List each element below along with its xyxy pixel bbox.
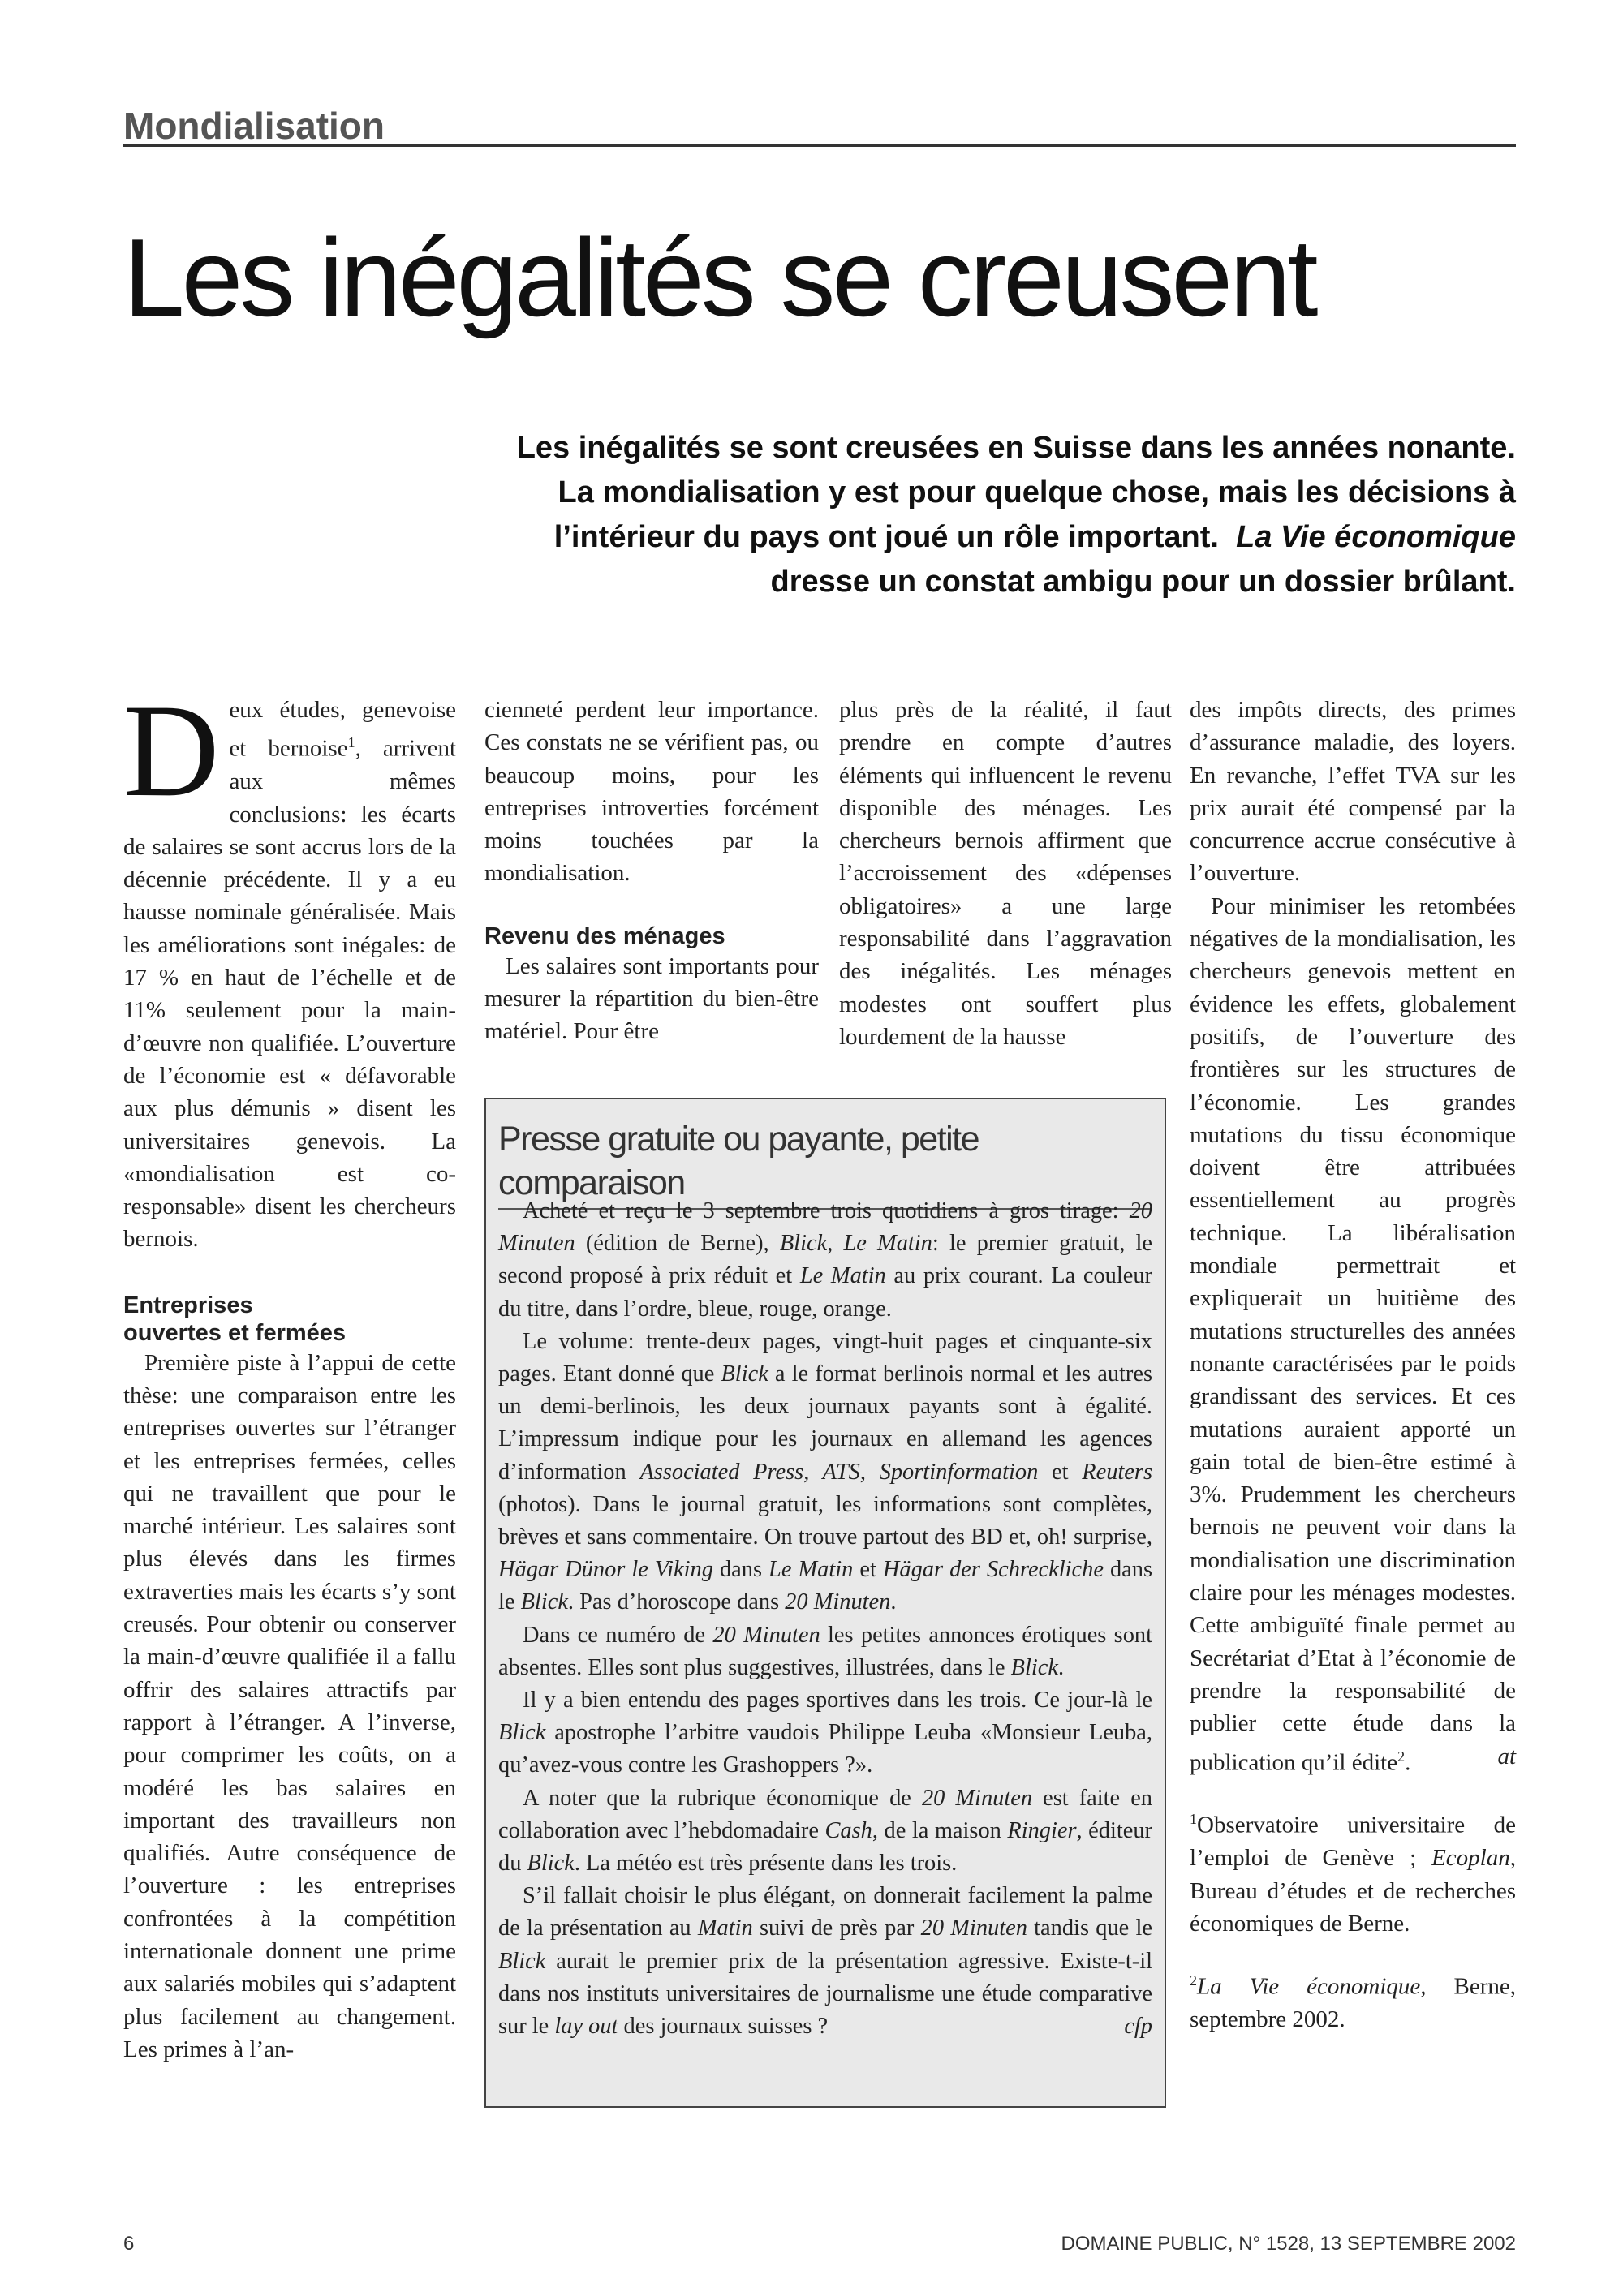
column-3 xyxy=(839,694,1172,1053)
subheading: Entreprises ouvertes et fermées xyxy=(123,1292,347,1346)
paragraph: Première piste à l’appui de cette thèse: une comparaison entre les entreprises ouvertes sur l’étranger et les entreprises fermées, celles qui ne travaillent que pour le marché intérieur. Les salaires sont plus élevés dans les firmes extraverties mais les écarts s’y sont creusés. Pour obtenir ou conserver la main-d’œuvre qualifiée il a fallu offrir des salaires attractifs par rapport à l’étranger. A l’inverse, pour comprimer les coûts, on a modéré les bas salaires en important des travailleurs non qualifiés. Autre conséquence de l’ouverture : les entreprises confrontées à la compétition internationale donnent une prime aux salariés mobiles qui s’adaptent plus facilement au changement. Les primes à l’an- xyxy=(123,1349,456,2062)
paragraph: plus près de la réalité, il faut prendre en compte d’autres éléments qui influencent le revenu disponible des ménages. Les chercheurs bernois affirment que l’accroissement des «dépenses obligatoires» a une large responsabilité dans l’aggravation des inégalités. Les ménages modestes ont souffert plus lourdement de la hausse xyxy=(839,697,1172,1050)
paragraph: A noter que la rubrique économique de 20 Minuten est faite en collaboration avec l’hebdomadaire Cash, de la maison Ringier, éditeur du Blick. La météo est très présente dans les trois. xyxy=(498,1785,1152,1877)
lead-line: La mondialisation y est pour quelque chose, mais les décisions à xyxy=(558,475,1516,510)
lead-line: dresse un constat ambigu pour un dossier brûlant. xyxy=(770,565,1516,599)
column-1 xyxy=(123,677,456,2066)
paragraph: Dans ce numéro de 20 Minuten les petites annonces érotiques sont absentes. Elles sont plus suggestives, illustrées, dans le Blick. xyxy=(498,1622,1152,1680)
paragraph: Il y a bien entendu des pages sportives dans les trois. Ce jour-là le Blick apostrophe l’arbitre vaudois Philippe Leuba «Monsieur Leuba, qu’avez-vous contre les Grashoppers ?». xyxy=(498,1688,1152,1778)
lead-line: Les inégalités se sont creusées en Suisse dans les années nonante. xyxy=(516,431,1516,465)
author-signature: cfp xyxy=(1124,2014,1152,2040)
paragraph: cienneté perdent leur importance. Ces constats ne se vérifient pas, ou beaucoup moins, pour les entreprises introverties forcément moins touchées par la mondialisation. xyxy=(484,697,819,887)
page-number: 6 xyxy=(123,2233,135,2255)
footnote: $^1$Observatoire universitaire de l’emploi de Genève ; Ecoplan, Bureau d’études et de recherches économiques de Berne. xyxy=(1190,1811,1516,1937)
column-4 xyxy=(1190,694,1516,2036)
box-body xyxy=(498,1195,1152,2043)
issue-info: DOMAINE PUBLIC, N° 1528, 13 SEPTEMBRE 2002 xyxy=(1061,2233,1516,2255)
author-signature: at xyxy=(1497,1743,1516,1769)
section-heading: Mondialisation xyxy=(123,104,1516,147)
article-title: Les inégalités se creusent xyxy=(123,216,1315,339)
paragraph: Deux études, genevoise et bernoise$^1$, arrivent aux mêmes conclusions: les écarts de salaires se sont accrus lors de la décennie précédente. Il y a eu hausse nominale généralisée. Mais les améliorations sont inégales: de 17 % en haut de l’échelle et de 11% seulement pour la main-d’œuvre non qualifiée. L’ouverture de l’économie est « défavorable aux plus démunis » disent les universitaires genevois. La «mondialisation est co-responsable» disent les chercheurs bernois. xyxy=(123,677,456,1253)
publication-name: La Vie économique xyxy=(1236,520,1516,554)
box-title: Presse gratuite ou payante, petite comparaison xyxy=(498,1117,1152,1210)
drop-cap: D xyxy=(123,677,220,824)
paragraph: Les salaires sont importants pour mesurer la répartition du bien-être matériel. Pour être xyxy=(484,952,819,1045)
article-lead xyxy=(308,426,1516,604)
footnote: $^2$La Vie économique, Berne, septembre 2002. xyxy=(1190,1972,1516,2033)
paragraph: des impôts directs, des primes d’assurance maladie, des loyers. En revanche, l’effet TVA sur les prix aurait été compensé par la concurrence accrue consécutive à l’ouverture. xyxy=(1190,697,1516,887)
paragraph: Le volume: trente-deux pages, vingt-huit pages et cinquante-six pages. Etant donné que Blick a le format berlinois normal et les autres un demi-berlinois, les deux journaux payants sont à égalité. L’impressum indique pour les journaux en allemand les agences d’information Associated Press, ATS, Sportinformation et Reuters (photos). Dans le journal gratuit, les informations sont complètes, brèves et sans commentaire. On trouve partout des BD et, oh! surprise, Hägar Dünor le Viking dans Le Matin et Hägar der Schreckliche dans le Blick. Pas d’horoscope dans 20 Minuten. xyxy=(498,1328,1153,1615)
paragraph: S’il fallait choisir le plus élégant, on donnerait facilement la palme de la présentation au Matin suivi de près par 20 Minuten tandis que le Blick aurait le premier prix de la présentation agressive. Existe-t-il dans nos instituts universitaires de journalisme une étude comparative sur le lay out des journaux suisses ? cfp xyxy=(498,1880,1152,2043)
column-2 xyxy=(484,694,819,1048)
lead-line: l’intérieur du pays ont joué un rôle important. La Vie économique xyxy=(553,520,1516,554)
paragraph: Pour minimiser les retombées négatives de la mondialisation, les chercheurs genevois mettent en évidence les effets, globalement positifs, de l’ouverture des frontières sur les structures de l’économie. Les grandes mutations du tissu économique doivent être attribuées essentiellement au progrès technique. La libéralisation mondiale permettrait et expliquerait un huitième des mutations structurelles des années nonante caractérisées par le poids grandissant des services. Et ces mutations auraient apporté un gain total de bien-être estimé à 3%. Prudemment les chercheurs bernois ne peuvent voir dans la mondialisation une discrimination claire pour les ménages modestes. Cette ambiguïté finale permet au Secrétariat d’Etat à l’économie de prendre la responsabilité de publier cette étude dans la publication qu’il édite$^2$. at xyxy=(1190,892,1516,1776)
sidebar-box xyxy=(484,1098,1166,2108)
footnote-ref: 2 xyxy=(1397,1748,1406,1765)
footnote-ref: 1 xyxy=(347,734,355,751)
subheading: Revenu des ménages xyxy=(484,922,725,949)
paragraph: Acheté et reçu le 3 septembre trois quotidiens à gros tirage: 20 Minuten (édition de Berne), Blick, Le Matin: le premier gratuit, le second proposé à prix réduit et Le Matin au prix courant. La couleur du titre, dans l’ordre, bleue, rouge, orange. xyxy=(498,1198,1152,1322)
